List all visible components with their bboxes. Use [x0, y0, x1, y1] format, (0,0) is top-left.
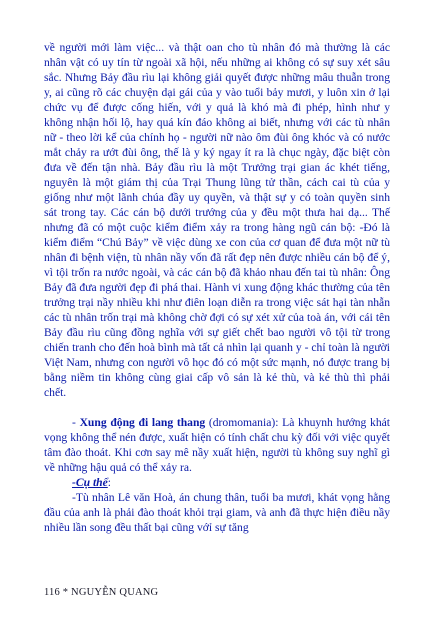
- example-heading-colon: :: [107, 476, 111, 489]
- term-dash: -: [72, 416, 80, 429]
- paragraph-main: về người mới làm việc... và thật oan cho tù nhân đó mà thường là các nhân vật có uy tín từ ngoài xã hội, nếu những ai không có sự suy xét sâu sắc. Nhưng Bảy đầu rìu lại không giải quyết được những mâu thuẫn trong y, ai cũng rõ các chuyện dại gái của y vào tuổi bảy mươi, y luôn xin ở lại chức vụ để được cống hiến, với y quả là khó mà đi phép, hình như y không nhận hối lộ, hay quá kín đáo không ai biết, nhưng với các tù nhân nữ - theo lời kể của chính họ - người nữ nào ôm đùi ông khóc và có nước mắt chảy ra ướt đùi ông, thế là y ký ngay ít ra là chục ngày, đặc biệt còn đưa về đến tận nhà. Bảy đầu rìu là một Trưởng trại gian ác khét tiếng, nguyên là một giám thị của Trại Thung lũng tử thần, cách cai tù của y giống như một lãnh chúa đầy uy quyền, và thật sự y có toàn quyền sinh sát trong tay. Các cán bộ dưới trướng của y đều một thưa hai dạ... Thế nhưng đã có một cuộc kiểm điểm xảy ra trong hàng ngũ cán bộ: -Đó là kiểm điểm “Chú Bảy” về việc dùng xe con của cơ quan để đưa một nữ tù nhân đi bệnh viện, tù nhân nầy vốn đã rất đẹp nên được nhiều cán bộ để ý, vì tội trốn ra nước ngoài, và các cán bộ đã khảo nhau đến tai tù nhân: Ông Bảy đã đưa người đẹp đi phá thai. Hành vi xung động khác thường của tên trưởng trại nầy nhiều khi như điên loạn diễn ra trong việc sát hại tàn nhẫn các tù nhân trốn trại mà không chờ đợi có sự xét xử của toà án, với cái tên Bảy đầu rìu cũng đồng nghĩa với sự giết chết bao người vô tội từ trong chiến tranh cho đến hoà bình mà tất cả nhìn lại quanh y - chỉ toàn là người Việt Nam, nhưng con người vô học đó có một sức mạnh, nó được trang bị bằng niềm tin không cùng giai cấp vô sản là kẻ thù, và kẻ thù thì phải chết.: [44, 41, 391, 399]
- term-dromomania: Xung động đi lang thang: [79, 416, 206, 429]
- paragraph-dromomania: [44, 415, 390, 475]
- example-heading: -Cụ thể: [72, 476, 108, 489]
- paragraph-gap: [44, 400, 390, 415]
- term-definition: (dromomania): Là khuynh hướng khát vọng không thể nén được, xuất hiện có tính chất chu kỳ đối với việc quyết tâm đào thoát. Khi cơn say mê nầy xuất hiện, người tù không suy nghĩ gì về những hậu quả có thể xảy ra.: [44, 416, 390, 474]
- example-heading-line: [44, 475, 390, 490]
- paragraph-example: -Tù nhân Lê văn Hoà, án chung thân, tuổi ba mươi, khát vọng hằng đầu của anh là phải đào thoát khỏi trại giam, và anh đã thực hiện điều nầy nhiều lần song đều thất bại cũng vớỉ sự tăng: [44, 491, 390, 534]
- page-footer: 116 * NGUYỄN QUANG: [44, 587, 159, 598]
- body-text: [44, 40, 390, 535]
